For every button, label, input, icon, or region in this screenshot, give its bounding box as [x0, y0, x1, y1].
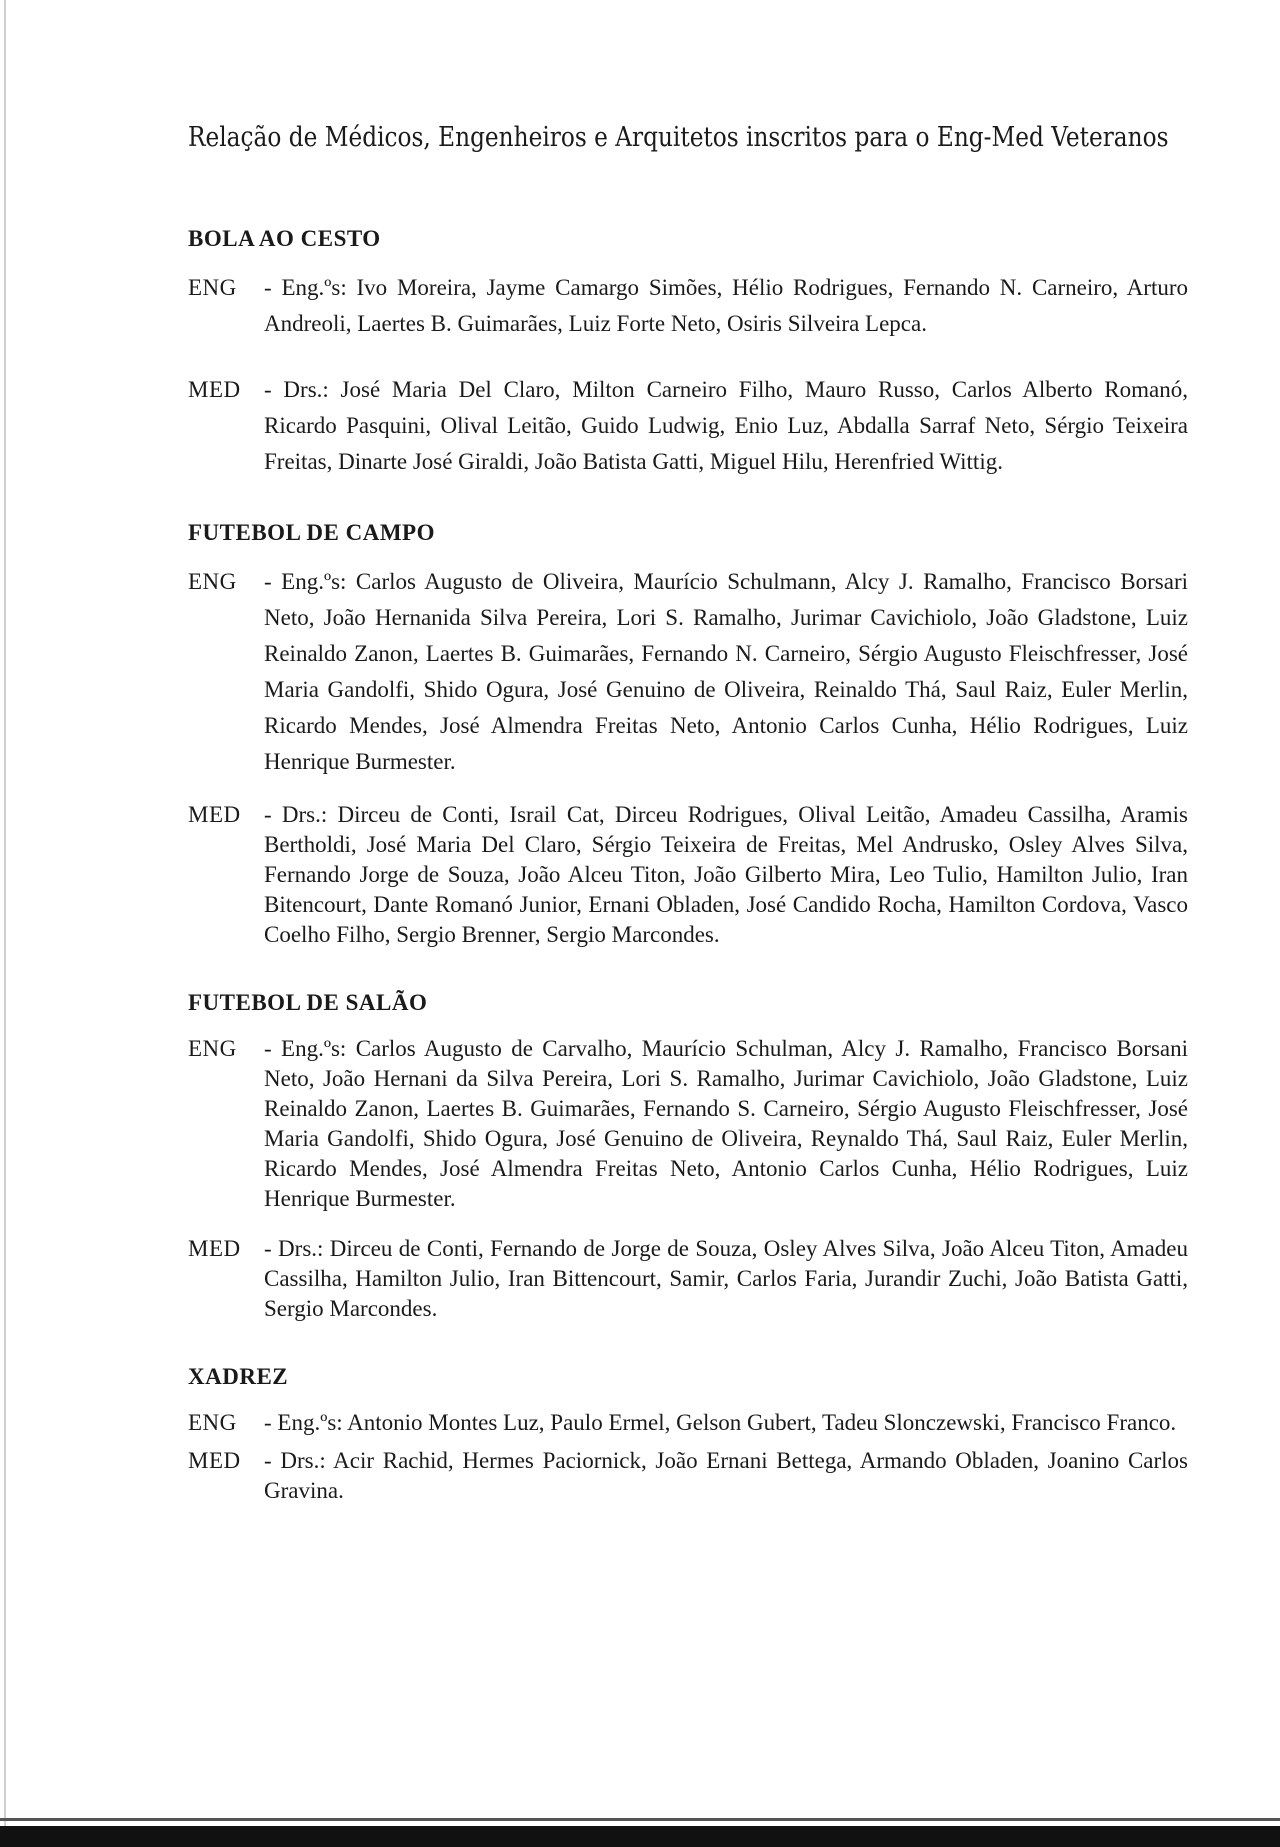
section-futebol-de-campo — [188, 520, 1188, 950]
entry-code: MED — [188, 802, 241, 827]
section-heading: FUTEBOL DE CAMPO — [188, 520, 435, 545]
entry-med — [188, 800, 1188, 950]
entry-code: ENG — [188, 1036, 237, 1061]
section-futebol-de-salao — [188, 990, 1188, 1324]
entry-text: - Drs.: Acir Rachid, Hermes Paciornick, João Ernani Bettega, Armando Obladen, Joanino Carlos Gravina. — [264, 1448, 1188, 1503]
entry-med — [188, 1446, 1188, 1506]
entry-text: - Eng.ºs: Carlos Augusto de Carvalho, Maurício Schulman, Alcy J. Ramalho, Francisco Borsani Neto, João Hernani da Silva Pereira, Lori S. Ramalho, Jurimar Cavichiolo, João Gladstone, Luiz Reinaldo Zanon, Laertes B. Guimarães, Fernando S. Carneiro, Sérgio Augusto Fleischfresser, José Maria Gandolfi, Shido Ogura, José Genuino de Oliveira, Reynaldo Thá, Saul Raiz, Euler Merlin, Ricardo Mendes, José Almendra Freitas Neto, Antonio Carlos Cunha, Hélio Rodrigues, Luiz Henrique Burmester. — [264, 1036, 1188, 1211]
entry-text: - Drs.: José Maria Del Claro, Milton Carneiro Filho, Mauro Russo, Carlos Alberto Romanó, Ricardo Pasquini, Olival Leitão, Guido Ludwig, Enio Luz, Abdalla Sarraf Neto, Sérgio Teixeira Freitas, Dinarte José Giraldi, João Batista Gatti, Miguel Hilu, Herenfried Wittig. — [264, 377, 1188, 474]
entry-text: - Eng.ºs: Ivo Moreira, Jayme Camargo Simões, Hélio Rodrigues, Fernando N. Carneiro, Arturo Andreoli, Laertes B. Guimarães, Luiz Forte Neto, Osiris Silveira Lepca. — [264, 275, 1188, 336]
entry-med — [188, 1234, 1188, 1324]
entry-text: - Eng.ºs: Antonio Montes Luz, Paulo Ermel, Gelson Gubert, Tadeu Slonczewski, Francisco Franco. — [264, 1410, 1177, 1435]
entry-med — [188, 372, 1188, 480]
section-heading: BOLA AO CESTO — [188, 226, 381, 251]
scan-bottom-line — [0, 1818, 1280, 1821]
entry-text: - Drs.: Dirceu de Conti, Israil Cat, Dirceu Rodrigues, Olival Leitão, Amadeu Cassilha, Aramis Bertholdi, José Maria Del Claro, Sérgio Teixeira de Freitas, Mel Andrusko, Osley Alves Silva, Fernando Jorge de Souza, João Alceu Titon, João Gilberto Mira, Leo Tulio, Hamilton Julio, Iran Bitencourt, Dante Romanó Junior, Ernani Obladen, José Candido Rocha, Hamilton Cordova, Vasco Coelho Filho, Sergio Brenner, Sergio Marcondes. — [264, 802, 1188, 947]
entry-text: - Drs.: Dirceu de Conti, Fernando de Jorge de Souza, Osley Alves Silva, João Alceu Titon, Amadeu Cassilha, Hamilton Julio, Iran Bittencourt, Samir, Carlos Faria, Jurandir Zuchi, João Batista Gatti, Sergio Marcondes. — [264, 1236, 1188, 1321]
scan-bottom-edge — [0, 1826, 1280, 1847]
entry-code: ENG — [188, 569, 237, 594]
page-title: Relação de Médicos, Engenheiros e Arquitetos inscritos para o Eng-Med Veteranos — [188, 122, 1169, 153]
scan-edge-line — [4, 0, 6, 1847]
entry-code: MED — [188, 1236, 241, 1261]
entry-code: MED — [188, 1448, 241, 1473]
entry-text: - Eng.ºs: Carlos Augusto de Oliveira, Maurício Schulmann, Alcy J. Ramalho, Francisco Borsari Neto, João Hernanida Silva Pereira, Lori S. Ramalho, Jurimar Cavichiolo, João Gladstone, Luiz Reinaldo Zanon, Laertes B. Guimarães, Fernando N. Carneiro, Sérgio Augusto Fleischfresser, José Maria Gandolfi, Shido Ogura, José Genuino de Oliveira, Reinaldo Thá, Saul Raiz, Euler Merlin, Ricardo Mendes, José Almendra Freitas Neto, Antonio Carlos Cunha, Hélio Rodrigues, Luiz Henrique Burmester. — [264, 569, 1188, 774]
entry-code: ENG — [188, 275, 237, 300]
entry-eng — [188, 1034, 1188, 1214]
entry-code: MED — [188, 377, 241, 402]
section-heading: XADREZ — [188, 1364, 289, 1389]
entry-eng — [188, 564, 1188, 780]
entry-code: ENG — [188, 1410, 237, 1435]
sections-container — [188, 226, 1188, 1546]
section-bola-ao-cesto — [188, 226, 1188, 480]
entry-eng — [188, 270, 1188, 342]
section-xadrez — [188, 1364, 1188, 1506]
section-heading: FUTEBOL DE SALÃO — [188, 990, 428, 1015]
entry-eng — [188, 1408, 1188, 1438]
